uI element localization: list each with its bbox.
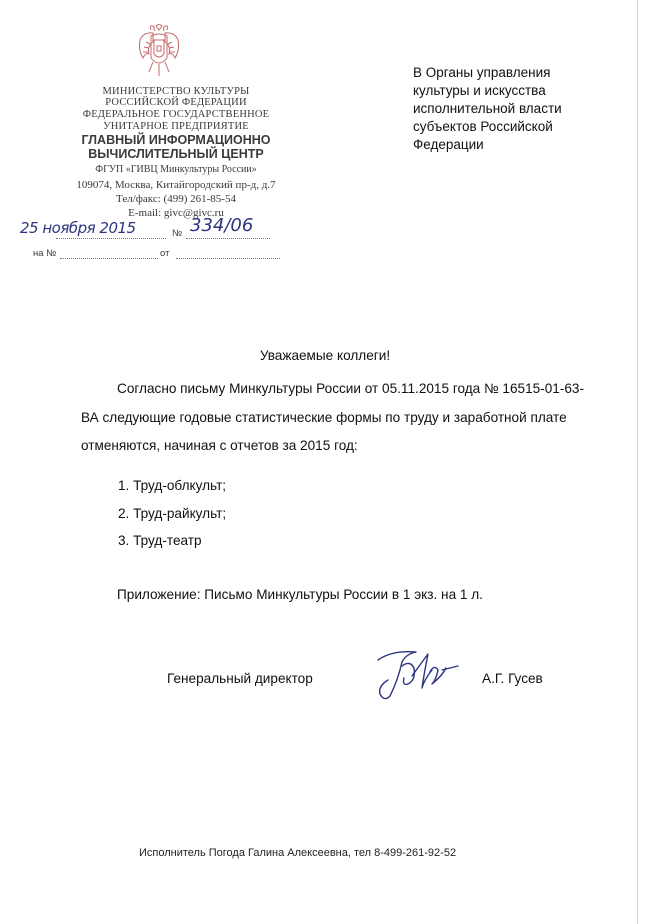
date-line — [56, 238, 166, 239]
from-line — [176, 258, 280, 259]
number-sign: № — [172, 228, 183, 239]
attachment-line: Приложение: Письмо Минкультуры России в 1 экз. на 1 л. — [117, 587, 483, 602]
addressee-block — [413, 64, 613, 154]
executor-contact: Исполнитель Погода Галина Алексеевна, тел 8-499-261-92-52 — [139, 847, 457, 859]
addressee-line-5: Федерации — [413, 137, 484, 152]
greeting: Уважаемые коллеги! — [259, 348, 391, 363]
signatory-title: Генеральный директор — [167, 671, 313, 686]
ministry-line-2: РОССИЙСКОЙ ФЕДЕРАЦИИ — [105, 97, 247, 108]
page-edge — [637, 0, 638, 924]
org-phone: Тел/факс: (499) 261-85-54 — [116, 193, 236, 205]
org-short-name: ФГУП «ГИВЦ Минкультуры России» — [95, 164, 257, 175]
reply-to-label: на № — [33, 248, 57, 259]
list-item: 2. Труд-райкульт; — [118, 506, 227, 521]
addressee-line-1: В Органы управления — [413, 65, 551, 80]
handwritten-date: 25 ноября 2015 — [20, 219, 136, 237]
paragraph-line-3: отменяются, начиная с отчетов за 2015 год: — [81, 438, 358, 453]
org-type-line-1: ФЕДЕРАЛЬНОЕ ГОСУДАРСТВЕННОЕ — [82, 109, 270, 120]
ministry-line-1: МИНИСТЕРСТВО КУЛЬТУРЫ — [102, 86, 250, 97]
org-type-line-2: УНИТАРНОЕ ПРЕДПРИЯТИЕ — [103, 121, 249, 132]
handwritten-signature-icon — [372, 640, 462, 706]
org-name-line-1: ГЛАВНЫЙ ИНФОРМАЦИОННО — [81, 133, 271, 147]
addressee-line-3: исполнительной власти — [413, 101, 562, 116]
from-label: от — [160, 248, 170, 259]
org-name-line-2: ВЫЧИСЛИТЕЛЬНЫЙ ЦЕНТР — [88, 147, 264, 161]
list-item: 3. Труд-театр — [118, 533, 202, 548]
addressee-line-4: субъектов Российской — [413, 119, 553, 134]
list-item: 1. Труд-облкульт; — [118, 478, 227, 493]
org-email: E-mail: givc@givc.ru — [128, 207, 224, 219]
handwritten-number: 334/06 — [190, 215, 254, 236]
addressee-line-2: культуры и искусства — [413, 83, 546, 98]
reply-to-line — [60, 258, 158, 259]
paragraph-line-2: ВА следующие годовые статистические формы по труду и заработной плате — [81, 410, 567, 425]
number-line — [186, 238, 270, 239]
org-address: 109074, Москва, Китайгородский пр-д, д.7 — [76, 179, 276, 191]
signatory-name: А.Г. Гусев — [482, 671, 543, 686]
double-headed-eagle-emblem-icon — [137, 24, 181, 78]
paragraph-line-1: Согласно письму Минкультуры России от 05.11.2015 года № 16515-01-63- — [117, 381, 585, 396]
